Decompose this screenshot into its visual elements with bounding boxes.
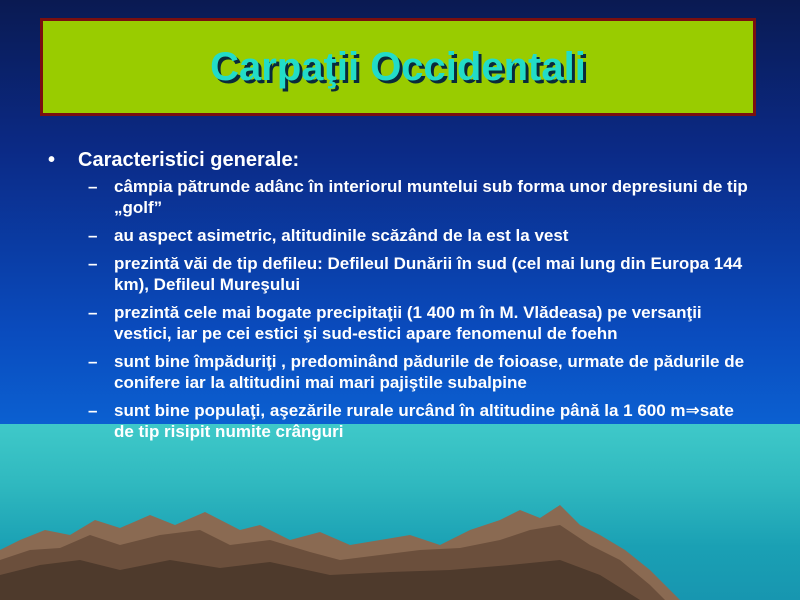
list-item-text: prezintă cele mai bogate precipitaţii (1 400 m în M. Vlădeasa) pe versanţii vestici, iar pe cei estici şi sud-estici apare fenomenul de foehn <box>114 303 702 343</box>
bullet-icon: • <box>48 149 56 171</box>
dash-icon: – <box>88 254 98 273</box>
list-item <box>88 253 748 295</box>
section-heading-row <box>48 146 748 174</box>
list-item <box>88 400 748 442</box>
list-item-text-before: sunt bine populaţi, aşezările rurale urcând în altitudine până la 1 600 m <box>114 401 686 420</box>
list-item <box>88 351 748 393</box>
dash-icon: – <box>88 352 98 371</box>
right-arrow-icon: ⇒ <box>685 401 700 420</box>
slide-content <box>48 146 748 449</box>
section-heading: Caracteristici generale: <box>78 149 300 171</box>
dash-icon: – <box>88 303 98 322</box>
dash-icon: – <box>88 177 98 196</box>
list-item-text <box>114 400 748 442</box>
list-item <box>88 176 748 218</box>
characteristics-list <box>88 176 748 442</box>
list-item-text: câmpia pătrunde adânc în interiorul muntelui sub forma unor depresiuni de tip „golf” <box>114 177 748 217</box>
list-item-text-after: sate de tip risipit numite crânguri <box>114 401 734 441</box>
list-item-text: prezintă văi de tip defileu: Defileul Dunării în sud (cel mai lung din Europa 144 km), Defileul Mureşului <box>114 254 743 294</box>
mountains-illustration <box>0 490 800 600</box>
list-item <box>88 225 748 246</box>
slide-title: Carpaţii Occidentali <box>210 44 586 89</box>
list-item-text: au aspect asimetric, altitudinile scăzând de la est la vest <box>114 226 569 245</box>
title-box <box>40 18 756 116</box>
dash-icon: – <box>88 226 98 245</box>
list-item-text: sunt bine împăduriţi , predominând pădurile de foioase, urmate de pădurile de conifere iar la altitudini mai mari pajiştile subalpine <box>114 352 745 392</box>
dash-icon: – <box>88 401 98 420</box>
list-item <box>88 302 748 344</box>
